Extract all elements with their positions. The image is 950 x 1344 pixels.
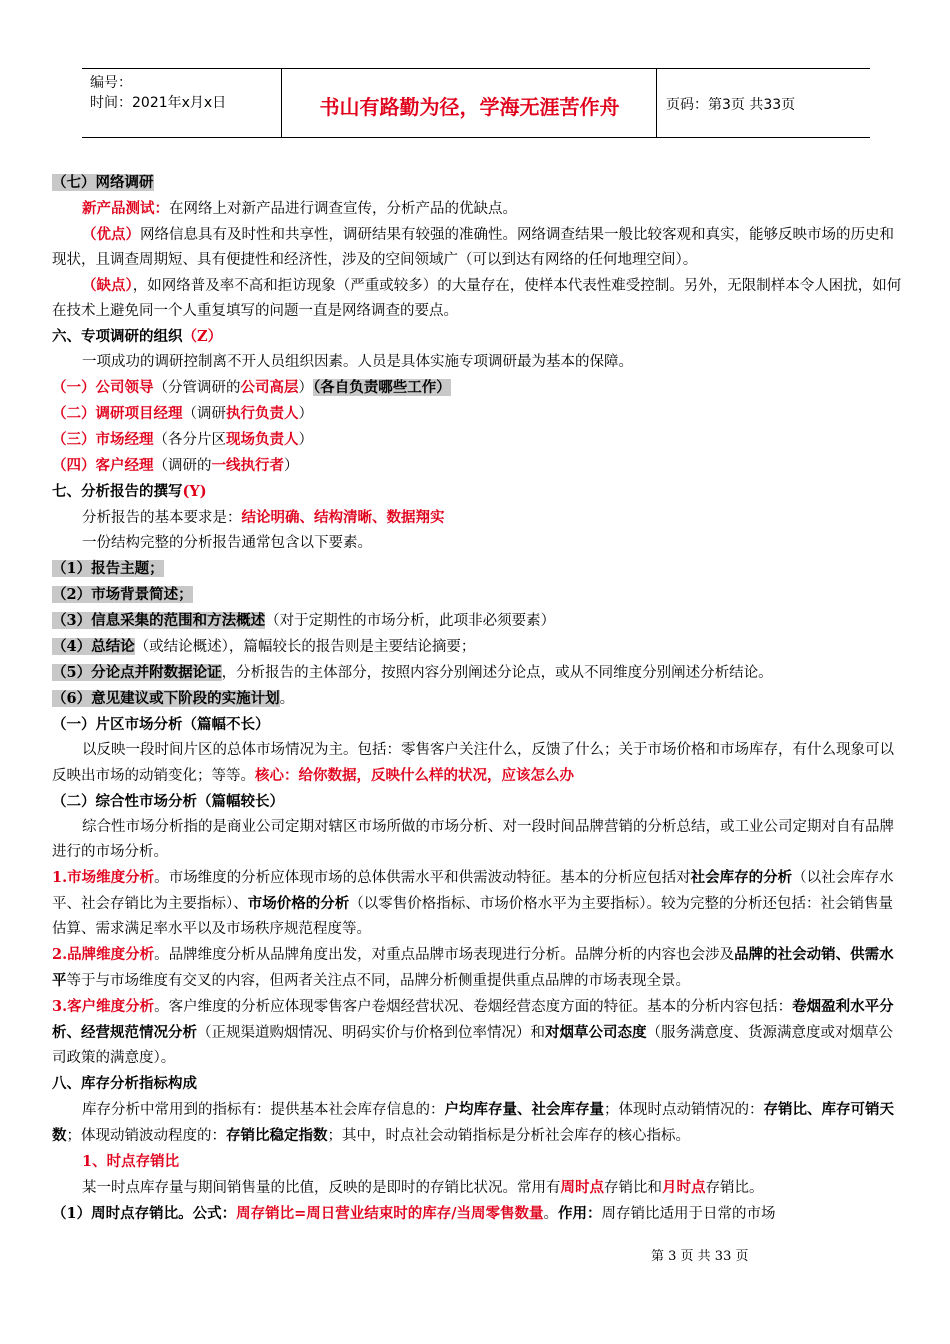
- weekly-ratio-use-label: 作用：: [558, 1205, 602, 1222]
- org-item-close: ）: [298, 380, 313, 396]
- org-item-desc: （调研的: [153, 458, 212, 474]
- brand-dimension-label: 2.品牌维度分析: [52, 946, 155, 963]
- org-item-close: ）: [284, 458, 299, 474]
- market-dimension-text: （以零售价格指标、市场价格水平为主要指标）。较为完整的分析还包括：社会销售量估算、需求满足率水平以及市场秩序规范程度等。: [52, 896, 893, 937]
- new-product-test-text: 在网络上对新产品进行调查宣传，分析产品的优缺点。: [169, 201, 517, 217]
- point-ratio-key: 月时点: [662, 1179, 706, 1196]
- section-heading-8: 八、库存分析指标构成: [52, 1075, 197, 1092]
- report-element-1: （1）报告主题；: [52, 560, 164, 577]
- org-item-role: （一）公司领导: [52, 379, 154, 396]
- org-item-key: 执行负责人: [226, 405, 299, 422]
- advantages-text: 网络信息具有及时性和共享性，调研结果有较强的准确性。网络调查结果一般比较客观和真实，能够反映市场的历史和现状，且调查周期短、具有便捷性和经济性，涉及的空间领域广（可以到达有网络的任何地理空间）。: [52, 227, 894, 268]
- org-item-role: （三）市场经理: [52, 431, 154, 448]
- brand-dimension-text: 等于与市场维度有交叉的内容，但两者关注点不同，品牌分析侧重提供重点品牌的市场表现全景。: [66, 973, 690, 989]
- point-ratio-text: 存销比。: [705, 1180, 764, 1196]
- section-title-online-research: （七）网络调研: [52, 174, 154, 191]
- inventory-text: ；体现动销波动程度的：: [66, 1128, 226, 1144]
- report-element-5: （5）分论点并附数据论证: [52, 664, 222, 681]
- market-dimension-label: 1.市场维度分析: [52, 869, 155, 886]
- market-dimension-key: 社会库存的分析: [690, 869, 793, 886]
- point-ratio-key: 周时点: [560, 1179, 604, 1196]
- customer-dimension-key: 对烟草公司态度: [545, 1024, 647, 1041]
- org-item: [52, 427, 902, 453]
- report-element-4: （4）总结论: [52, 638, 135, 655]
- inventory-text: ；体现时点动销情况的：: [604, 1102, 764, 1118]
- section-heading-7: 七、分析报告的撰写: [52, 483, 183, 500]
- customer-dimension-label: 3.客户维度分析: [52, 998, 155, 1015]
- inventory-key: 存销比、库存可销天数: [52, 1101, 894, 1144]
- customer-dimension-text: （正规渠道购烟情况、明码实价与价格到位率情况）和: [197, 1025, 545, 1041]
- page-header: [82, 68, 870, 138]
- doc-number-label: 编号：: [90, 75, 132, 91]
- district-analysis-title: （一）片区市场分析（篇幅不长）: [52, 716, 270, 733]
- disadvantages-text: ，如网络普及率不高和拒访现象（严重或较多）的大量存在，使样本代表性难受控制。另外，无限制样本令人困扰，如何在技术上避免同一个人重复填写的问题一直是网络调查的要点。: [52, 278, 902, 319]
- market-dimension-text: （以社会库存水平、社会存销比为主要指标）、: [52, 870, 894, 912]
- header-motto: 书山有路勤为径，学海无涯苦作舟: [319, 95, 620, 119]
- report-struct-text: 一份结构完整的分析报告通常包含以下要素。: [82, 535, 372, 551]
- brand-dimension-text: 。品牌维度分析从品牌角度出发，对重点品牌市场表现进行分析。品牌分析的内容也会涉及: [154, 947, 735, 963]
- point-ratio-text: 某一时点库存量与期间销售量的比值，反映的是即时的存销比状况。常用有: [82, 1180, 561, 1196]
- point-ratio-title: 1、时点存销比: [82, 1153, 180, 1170]
- weekly-ratio-text: 周存销比适用于日常的市场: [601, 1206, 776, 1222]
- report-element-3-note: （对于定期性的市场分析，此项非必须要素）: [265, 613, 556, 629]
- report-element-5-note: ，分析报告的主体部分，按照内容分别阐述分论点，或从不同维度分别阐述分析结论。: [221, 665, 773, 681]
- org-item-desc: （各分片区: [153, 432, 226, 448]
- weekly-ratio-period: 。: [543, 1206, 559, 1222]
- inventory-text: 库存分析中常用到的指标有：提供基本社会库存信息的：: [82, 1102, 445, 1118]
- report-element-3: （3）信息采集的范围和方法概述: [52, 612, 266, 629]
- section-heading-6: 六、专项调研的组织: [52, 328, 183, 345]
- market-dimension-key: 市场价格的分析: [247, 895, 350, 912]
- comprehensive-analysis-text: 综合性市场分析指的是商业公司定期对辖区市场所做的市场分析、对一段时间品牌营销的分析总结，或工业公司定期对自有品牌进行的市场分析。: [52, 819, 894, 860]
- org-item-desc: （分管调研的: [153, 380, 241, 396]
- comprehensive-analysis-title: （二）综合性市场分析（篇幅较长）: [52, 793, 284, 810]
- document-body: [52, 170, 902, 1227]
- header-page-info: 页码：第3页 共33页: [666, 97, 796, 113]
- market-dimension-text: 。市场维度的分析应体现市场的总体供需水平和供需波动特征。基本的分析应包括对: [154, 870, 691, 886]
- org-item-role: （二）调研项目经理: [52, 405, 183, 422]
- org-item-key: 现场负责人: [226, 431, 299, 448]
- inventory-key: 存销比稳定指数: [226, 1127, 328, 1144]
- page-footer: 第 3 页 共 33 页: [651, 1249, 749, 1264]
- report-element-6-end: 。: [279, 691, 295, 707]
- customer-dimension-text: 。客户维度的分析应体现零售客户卷烟经营状况、卷烟经营态度方面的特征。基本的分析内容包括：: [154, 999, 793, 1015]
- district-analysis-text: 以反映一段时间片区的总体市场情况为主。包括：零售客户关注什么，反馈了什么；关于市场价格和市场库存，有什么现象可以反映出市场的动销变化；等等。: [52, 742, 894, 784]
- org-item-close: ）: [298, 406, 313, 422]
- org-item-desc: （调研: [182, 406, 226, 422]
- new-product-test-label: 新产品测试：: [82, 200, 169, 217]
- customer-dimension-key: 卷烟盈利水平分析、经营规范情况分析: [52, 998, 894, 1041]
- point-ratio-text: 存销比和: [604, 1180, 662, 1196]
- report-req-key: 结论明确、结构清晰、数据翔实: [241, 509, 445, 526]
- org-item: [52, 375, 902, 401]
- brand-dimension-key: 品牌的社会动销、供需水平: [52, 946, 894, 989]
- advantages-label: （优点）: [82, 226, 140, 243]
- section-6-intro: 一项成功的调研控制离不开人员组织因素。人员是具体实施专项调研最为基本的保障。: [82, 354, 633, 370]
- district-analysis-core: 核心：给你数据，反映什么样的状况，应该怎么办: [255, 767, 574, 784]
- customer-dimension-text: （服务满意度、货源满意度或对烟草公司政策的满意度）。: [52, 1025, 893, 1066]
- weekly-ratio-label: （1）周时点存销比。公式：: [52, 1205, 237, 1222]
- section-7-tag: (Y): [182, 483, 207, 500]
- disadvantages-label: （缺点）: [82, 277, 133, 294]
- weekly-ratio-formula: 周存销比=周日营业结束时的库存/当周零售数量: [236, 1205, 544, 1222]
- report-element-6: （6）意见建议或下阶段的实施计划: [52, 690, 280, 707]
- org-item-note: （各自负责哪些工作）: [313, 379, 451, 396]
- inventory-key: 户均库存量、社会库存量: [444, 1101, 604, 1118]
- header-meta: [90, 73, 226, 113]
- org-item-role: （四）客户经理: [52, 457, 154, 474]
- org-item-close: ）: [298, 432, 313, 448]
- report-req-text: 分析报告的基本要求是：: [82, 510, 242, 526]
- report-element-2: （2）市场背景简述；: [52, 586, 193, 603]
- org-item-key: 一线执行者: [211, 457, 284, 474]
- doc-time-label: 时间：2021年x月x日: [90, 95, 227, 111]
- org-item-key: 公司高层: [240, 379, 299, 396]
- section-6-tag: （Z）: [182, 328, 223, 345]
- org-item: [52, 401, 902, 427]
- report-element-4-note: （或结论概述），篇幅较长的报告则是主要结论摘要；: [134, 639, 476, 655]
- org-item: [52, 453, 902, 479]
- inventory-text: ；其中，时点社会动销指标是分析社会库存的核心指标。: [327, 1128, 690, 1144]
